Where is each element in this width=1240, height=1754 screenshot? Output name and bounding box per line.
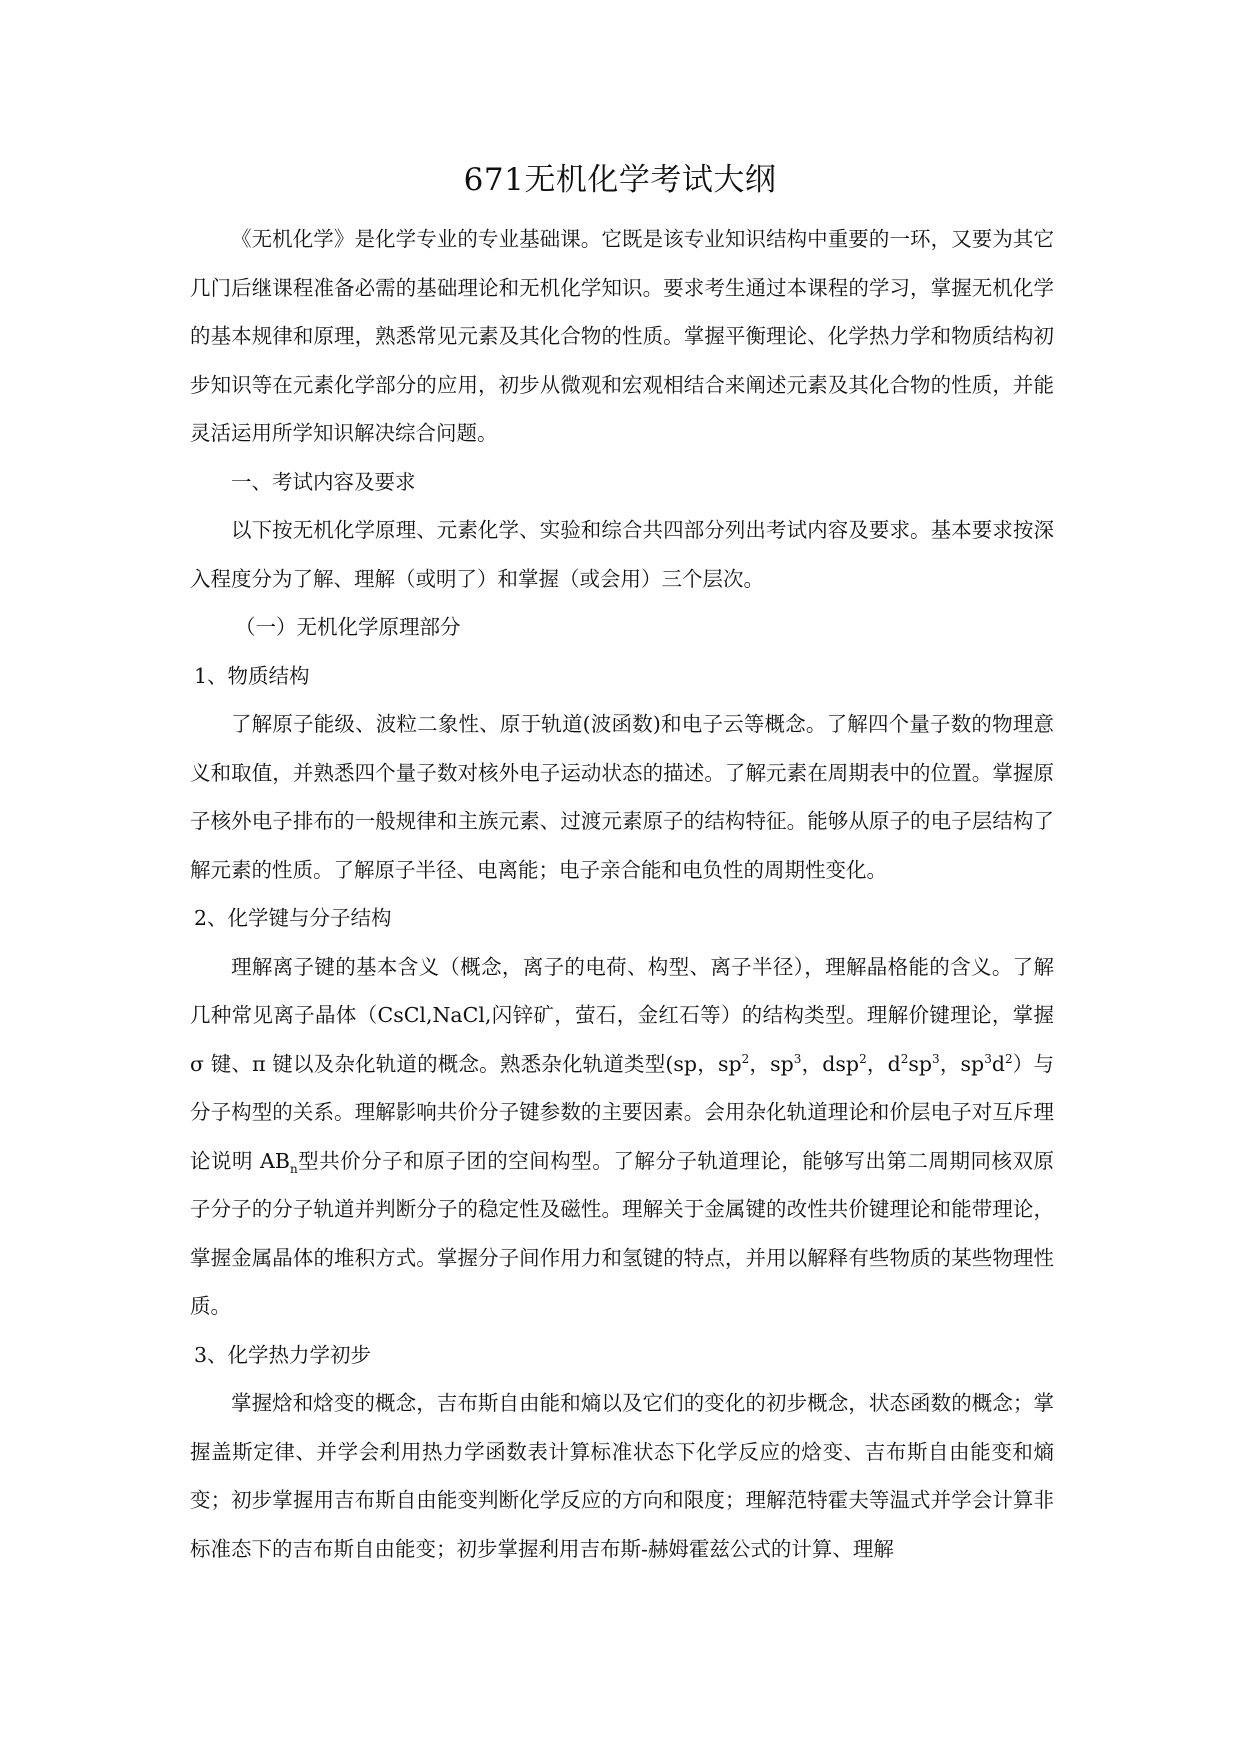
intro-paragraph: 《无机化学》是化学专业的专业基础课。它既是该专业知识结构中重要的一环，又要为其它几门后继课程准备必需的基础理论和无机化学知识。要求考生通过本课程的学习，掌握无机化学的基本规律和原理，熟悉常见元素及其化合物的性质。掌握平衡理论、化学热力学和物质结构初步知识等在元素化学部分的应用，初步从微观和宏观相结合来阐述元素及其化合物的性质，并能灵活运用所学知识解决综合问题。 — [190, 227, 1054, 445]
text-segment: 理解离子键的基本含义（概念，离子的电荷、构型、离子半径），理解晶格能的含义。了解几种常见离子晶体（CsCl,NaCl,闪锌矿，萤石，金红石等）的结构类型。理解价键理论，掌握 σ 键、π 键以及杂化轨道的概念。熟悉杂化轨道类型(sp，sp — [190, 954, 1054, 1076]
section-paragraph-exam-content: 以下按无机化学原理、元素化学、实验和综合共四部分列出考试内容及要求。基本要求按深入程度分为了解、理解（或明了）和掌握（或会用）三个层次。 — [190, 518, 1054, 591]
topic-paragraph-chemical-bond — [190, 943, 1054, 1331]
section-heading-exam-content: 一、考试内容及要求 — [231, 469, 416, 494]
text-segment: ，sp — [749, 1051, 794, 1076]
topic-paragraph-matter-structure: 了解原子能级、波粒二象性、原于轨道(波函数)和电子云等概念。了解四个量子数的物理意义和取值，并熟悉四个量子数对核外电子运动状态的描述。了解元素在周期表中的位置。掌握原子核外电子排布的一般规律和主族元素、过渡元素原子的结构特征。能够从原子的电子层结构了解元素的性质。了解原子半径、电离能；电子亲合能和电负性的周期性变化。 — [190, 712, 1054, 882]
superscript: 3 — [984, 1051, 992, 1066]
topic-paragraph-thermodynamics: 掌握焓和焓变的概念，吉布斯自由能和熵以及它们的变化的初步概念，状态函数的概念；掌握盖斯定律、并学会利用热力学函数表计算标准状态下化学反应的焓变、吉布斯自由能变和熵变；初步掌握用吉布斯自由能变判断化学反应的方向和限度；理解范特霍夫等温式并学会计算非标准态下的吉布斯自由能变；初步掌握利用吉布斯-赫姆霍兹公式的计算、理解 — [190, 1391, 1054, 1561]
superscript: 2 — [741, 1051, 750, 1066]
text-segment: ，sp — [939, 1051, 985, 1076]
text-segment: d — [991, 1051, 1005, 1076]
text-segment: ，dsp — [801, 1051, 860, 1076]
subscript: n — [289, 1161, 298, 1176]
text-segment: ）与分子构型的关系。理解影响共价分子键参数的主要因素。会用杂化轨道理论和价层电子对互斥理论说明 AB — [190, 1051, 1054, 1173]
topic-heading-chemical-bond: 2、化学键与分子结构 — [194, 906, 392, 930]
document-body — [190, 215, 1054, 1573]
superscript: 2 — [859, 1051, 867, 1066]
superscript: 2 — [1004, 1051, 1013, 1066]
part-heading-principles: （一）无机化学原理部分 — [235, 615, 461, 639]
superscript: 3 — [932, 1051, 940, 1066]
text-segment: 型共价分子和原子团的空间构型。了解分子轨道理论，能够写出第二周期同核双原子分子的分子轨道并判断分子的稳定性及磁性。理解关于金属键的改性共价键理论和能带理论，掌握金属晶体的堆积方式。掌握分子间作用力和氢键的特点，并用以解释有些物质的某些物理性质。 — [190, 1148, 1055, 1318]
superscript: 2 — [900, 1051, 909, 1066]
text-segment: ，d — [866, 1051, 901, 1076]
document-title: 671无机化学考试大纲 — [463, 162, 777, 198]
text-segment: sp — [908, 1051, 933, 1076]
topic-heading-matter-structure: 1、物质结构 — [194, 663, 310, 688]
superscript: 3 — [793, 1051, 802, 1066]
topic-heading-thermodynamics: 3、化学热力学初步 — [194, 1342, 372, 1367]
